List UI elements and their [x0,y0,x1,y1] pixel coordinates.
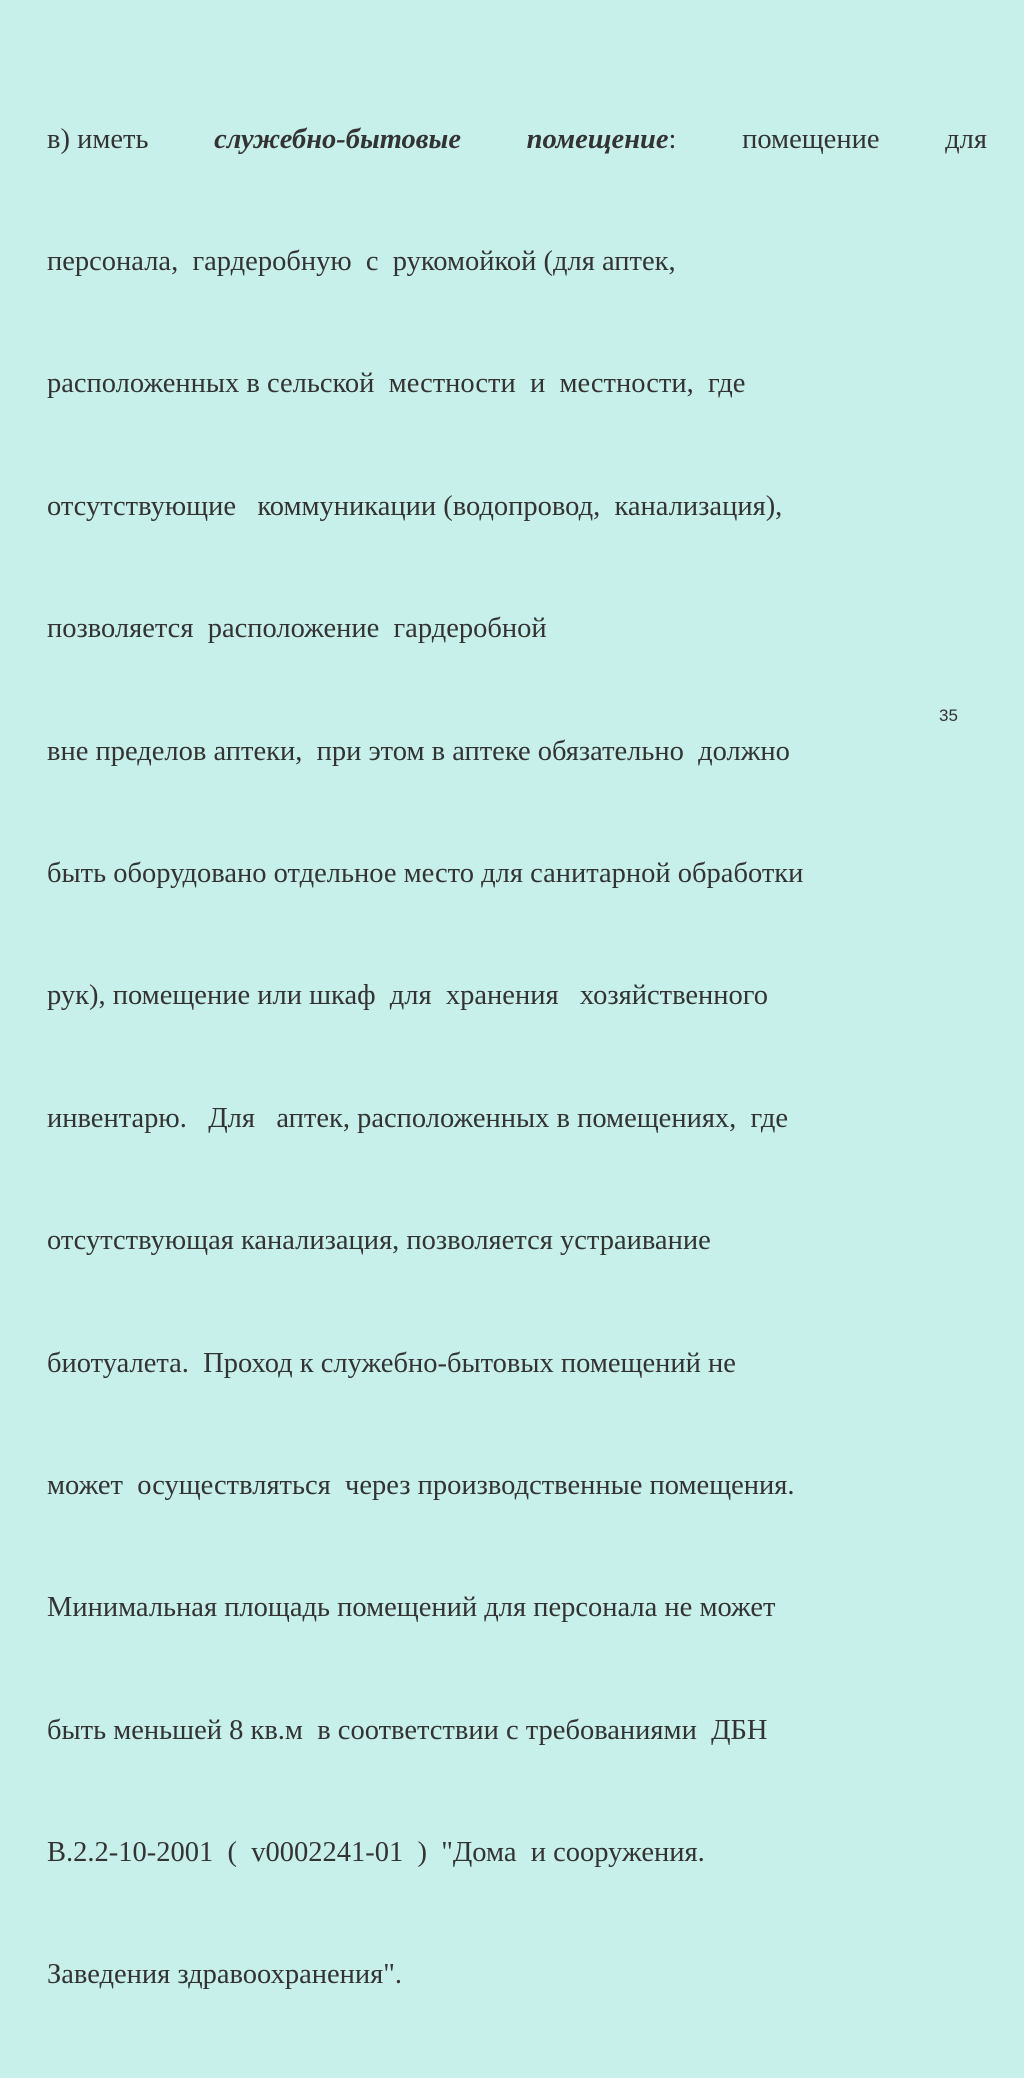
text-line-9: инвентарю. Для аптек, расположенных в помещениях, где [47,1102,788,1134]
text-line-13: Минимальная площадь помещений для персонала не может [47,1592,776,1624]
text-line-11: биотуалета. Проход к служебно-бытовых помещений не [47,1347,736,1379]
text-line-15: В.2.2-10-2001 ( v0002241-01 ) "Дома и сооружения. [47,1837,705,1869]
text-line-4: отсутствующие коммуникации (водопровод, канализация), [47,490,783,522]
text-line-2: персонала, гардеробную с рукомойкой (для аптек, [47,245,676,277]
body-text [47,38,987,2078]
line1-word-premises: помещение [742,123,880,155]
line1-emphasis-group [527,120,677,161]
text-line-7: быть оборудовано отдельное место для санитарной обработки [47,857,804,889]
page-number: 35 [939,706,958,725]
text-line-14: быть меньшей 8 кв.м в соответствии с требованиями ДБН [47,1714,768,1746]
text-line-8: рук), помещение или шкаф для хранения хозяйственного [47,980,768,1012]
text-line-10: отсутствующая канализация, позволяется устраивание [47,1225,711,1257]
text-line-12: может осуществляться через производственные помещения. [47,1469,795,1501]
text-line-6: вне пределов аптеки, при этом в аптеке обязательно должно [47,735,790,767]
line1-prefix: в) иметь [47,123,149,155]
text-line-1 [47,120,987,161]
text-line-3: расположенных в сельской местности и местности, где [47,368,746,400]
line1-word-for: для [945,123,987,155]
emphasis-premises: помещение [526,123,669,155]
text-line-5: позволяется расположение гардеробной [47,613,547,645]
line1-colon: : [668,123,677,155]
text-line-16: Заведения здравоохранения". [47,1959,402,1991]
emphasis-service-rooms: служебно-бытовые [214,123,461,155]
